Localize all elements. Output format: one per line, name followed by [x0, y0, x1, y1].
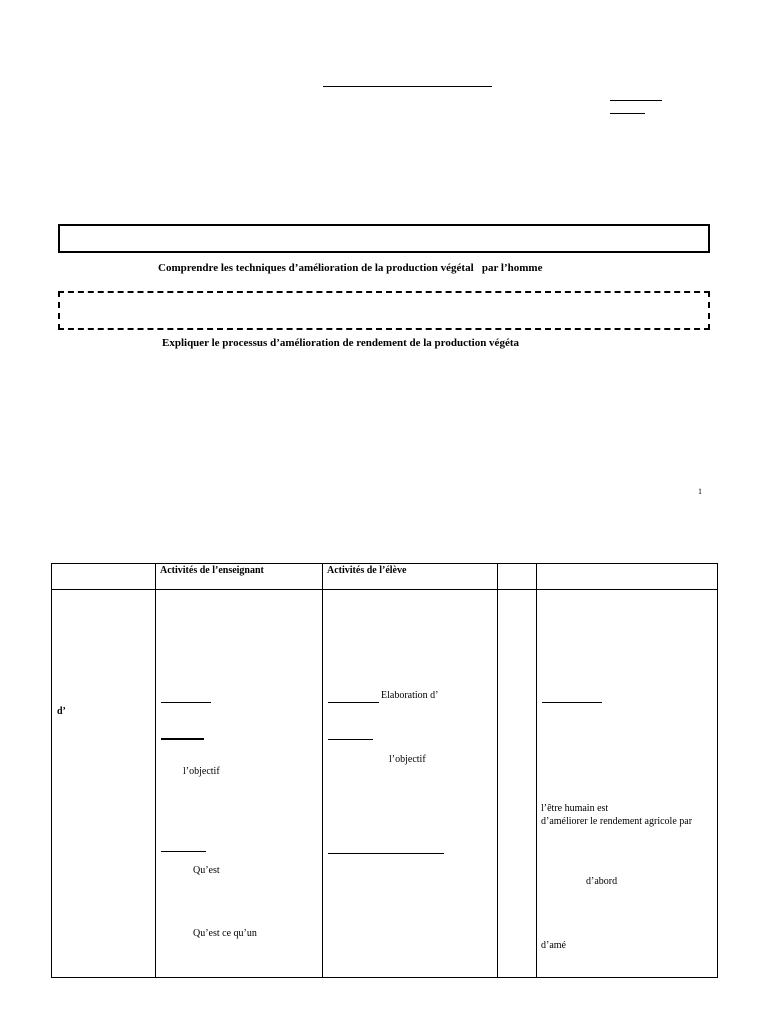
- header-cell-content: [537, 564, 718, 590]
- stage-cell: [52, 590, 156, 978]
- student-activities-heading: Activités de l’élève: [327, 565, 407, 576]
- title-blank-line: [323, 86, 492, 87]
- content-text: d’améliorer le rendement agricole par: [541, 816, 693, 827]
- stage-label: d’: [57, 706, 66, 717]
- blank-line: [328, 702, 379, 703]
- blank-line: [542, 702, 602, 703]
- empty-cell: [498, 590, 537, 978]
- header-cell-stage: [52, 564, 156, 590]
- header-blank-line: [610, 100, 662, 101]
- blank-line: [161, 851, 206, 852]
- footnote-marker: 1: [698, 487, 702, 496]
- specific-objective-box: [58, 291, 710, 330]
- table-header-row: [52, 564, 718, 590]
- content-text: l’être humain est: [541, 803, 609, 814]
- content-cell: [537, 590, 718, 978]
- teacher-text: l’objectif: [183, 766, 220, 777]
- specific-objective-text: Expliquer le processus d’amélioration de rendement de la production végéta: [162, 337, 519, 349]
- student-cell: [323, 590, 498, 978]
- header-cell-student-activities: [323, 564, 498, 590]
- content-text: d’amé: [541, 940, 566, 951]
- blank-line: [328, 853, 444, 854]
- lesson-table: [51, 563, 718, 978]
- teacher-text: Qu’est ce qu’un: [193, 928, 257, 939]
- teacher-activities-heading: Activités de l’enseignant: [160, 565, 264, 576]
- teacher-cell: [156, 590, 323, 978]
- student-text: l’objectif: [389, 754, 426, 765]
- blank-line: [161, 738, 204, 740]
- blank-line: [328, 739, 373, 740]
- general-objective-text: Comprendre les techniques d’amélioration de la production végétal par l’homme: [158, 262, 543, 274]
- teacher-text: Qu’est: [193, 865, 220, 876]
- student-text: Elaboration d’: [381, 690, 439, 701]
- header-blank-line: [610, 113, 645, 114]
- blank-line: [161, 702, 211, 703]
- header-cell-empty: [498, 564, 537, 590]
- table-row: [52, 590, 718, 978]
- general-objective-box: [58, 224, 710, 253]
- content-text: d’abord: [586, 876, 618, 887]
- header-cell-teacher-activities: [156, 564, 323, 590]
